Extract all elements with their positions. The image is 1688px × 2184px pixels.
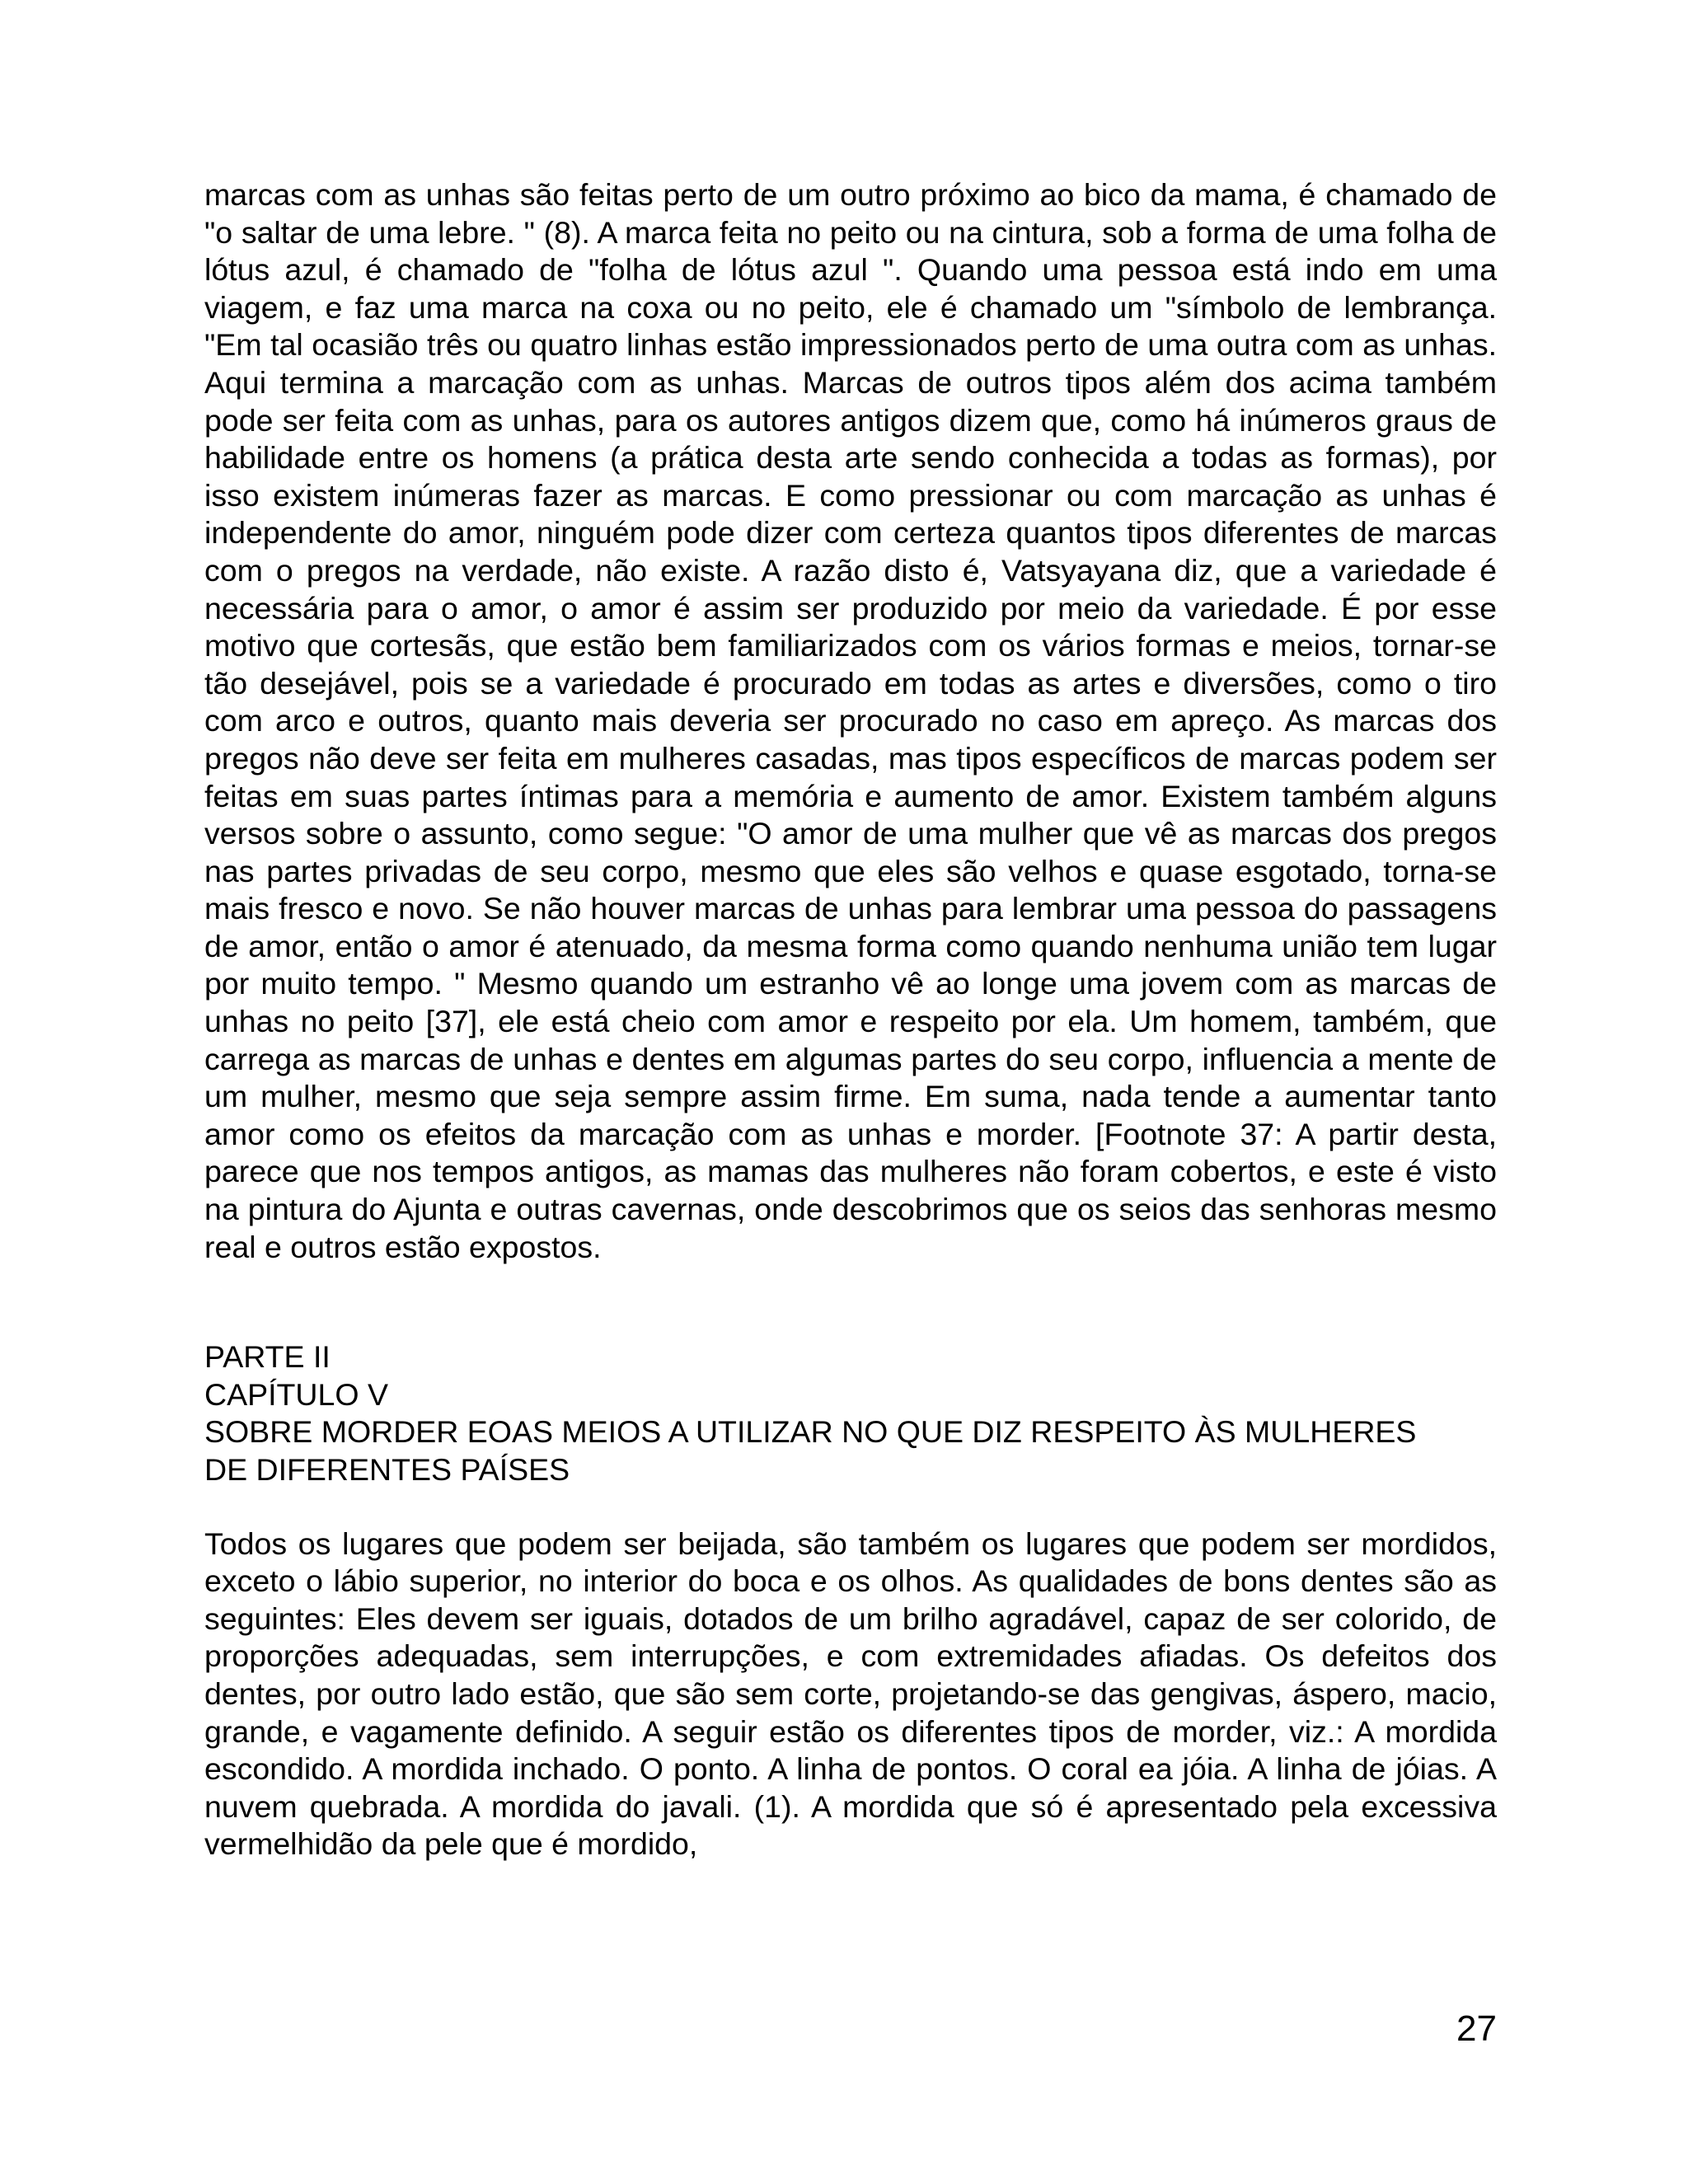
part-label: PARTE II <box>204 1339 331 1375</box>
page-number: 27 <box>1456 2008 1497 2049</box>
body-paragraph-1: marcas com as unhas são feitas perto de um outro próximo ao bico da mama, é chamado de "o saltar de uma lebre. " (8). A marca feita no peito ou na cintura, sob a forma de uma folha de lótus azul, é chamado de "folha de lótus azul ". Quando uma pessoa está indo em uma viagem, e faz uma marca na coxa ou no peito, ele é chamado um "símbolo de lembrança. "Em tal ocasião três ou quatro linhas estão impressionados perto de uma outra com as unhas. Aqui termina a marcação com as unhas. Marcas de outros tipos além dos acima também pode ser feita com as unhas, para os autores antigos dizem que, como há inúmeros graus de habilidade entre os homens (a prática desta arte sendo conhecida a todas as formas), por isso existem inúmeras fazer as marcas. E como pressionar ou com marcação as unhas é independente do amor, ninguém pode dizer com certeza quantos tipos diferentes de marcas com o pregos na verdade, não existe. A razão disto é, Vatsyayana diz, que a variedade é necessária para o amor, o amor é assim ser produzido por meio da variedade. É por esse motivo que cortesãs, que estão bem familiarizados com os vários formas e meios, tornar-se tão desejável, pois se a variedade é procurado em todas as artes e diversões, como o tiro com arco e outros, quanto mais deveria ser procurado no caso em apreço. As marcas dos pregos não deve ser feita em mulheres casadas, mas tipos específicos de marcas podem ser feitas em suas partes íntimas para a memória e aumento de amor. Existem também alguns versos sobre o assunto, como segue: "O amor de uma mulher que vê as marcas dos pregos nas partes privadas de seu corpo, mesmo que eles são velhos e quase esgotado, torna-se mais fresco e novo. Se não houver marcas de unhas para lembrar uma pessoa do passagens de amor, então o amor é atenuado, da mesma forma como quando nenhuma união tem lugar por muito tempo. " Mesmo quando um estranho vê ao longe uma jovem com as marcas de unhas no peito [37], ele está cheio com amor e respeito por ela. Um homem, também, que carrega as marcas de unhas e dentes em algumas partes do seu corpo, influencia a mente de um mulher, mesmo que seja sempre assim firme. Em suma, nada tende a aumentar tanto amor como os efeitos da marcação com as unhas e morder. [Footnote 37: A partir desta, parece que nos tempos antigos, as mamas das mulheres não foram cobertos, e este é visto na pintura do Ajunta e outras cavernas, onde descobrimos que os seios das senhoras mesmo real e outros estão expostos. <box>204 177 1497 1264</box>
chapter-title-line-2: DE DIFERENTES PAÍSES <box>204 1452 570 1487</box>
chapter-title-line-1: SOBRE MORDER EOAS MEIOS A UTILIZAR NO QUE DIZ RESPEITO ÀS MULHERES <box>204 1414 1417 1450</box>
body-paragraph-2: Todos os lugares que podem ser beijada, são também os lugares que podem ser mordidos, exceto o lábio superior, no interior do boca e os olhos. As qualidades de bons dentes são as seguintes: Eles devem ser iguais, dotados de um brilho agradável, capaz de ser colorido, de proporções adequadas, sem interrupções, e com extremidades afiadas. Os defeitos dos dentes, por outro lado estão, que são sem corte, projetando-se das gengivas, áspero, macio, grande, e vagamente definido. A seguir estão os diferentes tipos de morder, viz.: A mordida escondido. A mordida inchado. O ponto. A linha de pontos. O coral ea jóia. A linha de jóias. A nuvem quebrada. A mordida do javali. (1). A mordida que só é apresentado pela excessiva vermelhidão da pele que é mordido, <box>204 1526 1497 1862</box>
spacer <box>204 1266 1497 1338</box>
document-page <box>204 176 1497 1863</box>
chapter-label: CAPÍTULO V <box>204 1376 388 1412</box>
spacer <box>204 1489 1497 1526</box>
chapter-heading <box>204 1338 1497 1488</box>
